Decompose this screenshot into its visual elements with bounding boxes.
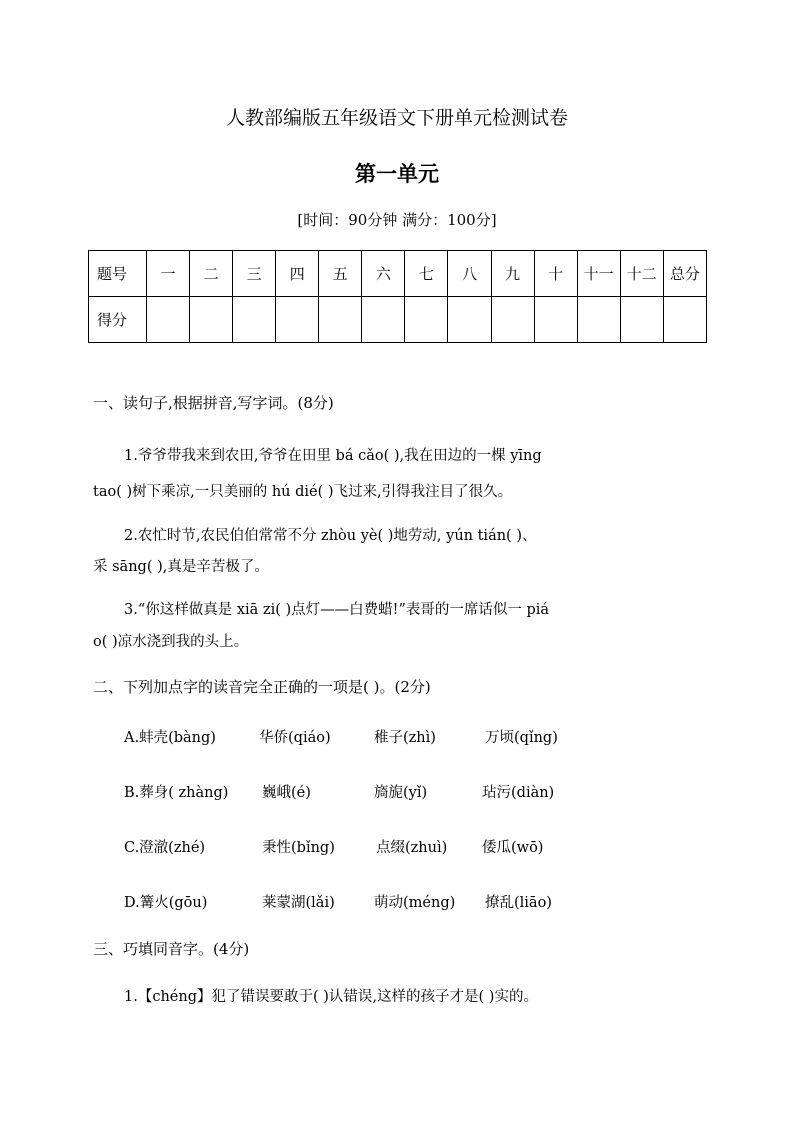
option-b-item: 玷污(diàn) bbox=[482, 785, 555, 801]
score-table-header-cell: 六 bbox=[362, 251, 405, 297]
score-input-cell[interactable] bbox=[190, 297, 233, 343]
option-d-item: 萌动(méng) bbox=[374, 895, 456, 911]
section3-item1: 1.【chéng】犯了错误要敢于( )认错误,这样的孩子才是( )实的。 bbox=[124, 989, 538, 1005]
score-input-cell[interactable] bbox=[620, 297, 663, 343]
score-table-header-cell: 七 bbox=[405, 251, 448, 297]
score-table-header-cell: 十一 bbox=[577, 251, 620, 297]
option-b-item: 旖旎(yǐ) bbox=[374, 785, 428, 801]
score-table-header-cell: 一 bbox=[147, 251, 190, 297]
option-c-item: 秉性(bǐng) bbox=[262, 840, 335, 856]
score-table-header-cell: 九 bbox=[491, 251, 534, 297]
option-d-item: 莱蒙湖(lǎi) bbox=[262, 895, 335, 911]
option-a-item: 万顷(qǐng) bbox=[485, 730, 558, 746]
score-table-header-cell: 三 bbox=[233, 251, 276, 297]
score-table-score-row bbox=[89, 297, 707, 343]
section1-item1-line2: tao( )树下乘凉,一只美丽的 hú dié( )飞过来,引得我注目了很久。 bbox=[93, 484, 513, 500]
score-input-cell[interactable] bbox=[362, 297, 405, 343]
score-table-header-cell: 十 bbox=[534, 251, 577, 297]
score-input-cell[interactable] bbox=[663, 297, 706, 343]
exam-title: 人教部编版五年级语文下册单元检测试卷 bbox=[225, 107, 568, 129]
score-input-cell[interactable] bbox=[577, 297, 620, 343]
score-row-label: 得分 bbox=[89, 297, 147, 343]
option-a-item: 华侨(qiáo) bbox=[259, 730, 331, 746]
section1-item2-line2: 采 sāng( ),真是辛苦极了。 bbox=[93, 559, 269, 575]
score-table-header-row bbox=[89, 251, 707, 297]
score-input-cell[interactable] bbox=[319, 297, 362, 343]
section1-item1-line1: 1.爷爷带我来到农田,爷爷在田里 bá cǎo( ),我在田边的一棵 yīng bbox=[124, 448, 542, 464]
score-table-header-cell: 二 bbox=[190, 251, 233, 297]
option-d-item: 撩乱(liāo) bbox=[485, 895, 552, 911]
section1-item3-line2: o( )凉水浇到我的头上。 bbox=[93, 634, 249, 650]
score-table-header-cell: 四 bbox=[276, 251, 319, 297]
score-table-header-cell: 题号 bbox=[89, 251, 147, 297]
option-d-item: D.篝火(gōu) bbox=[124, 895, 208, 911]
score-input-cell[interactable] bbox=[491, 297, 534, 343]
score-input-cell[interactable] bbox=[233, 297, 276, 343]
option-a-item: 稚子(zhì) bbox=[374, 730, 436, 746]
section1-heading: 一、读句子,根据拼音,写字词。(8分) bbox=[93, 394, 334, 412]
score-input-cell[interactable] bbox=[405, 297, 448, 343]
option-b-item: B.葬身( zhàng) bbox=[124, 785, 229, 801]
section3-heading: 三、巧填同音字。(4分) bbox=[93, 940, 250, 958]
score-table-header-cell: 五 bbox=[319, 251, 362, 297]
option-a-item: A.蚌壳(bàng) bbox=[124, 730, 216, 746]
score-table bbox=[88, 250, 707, 343]
option-c-item: C.澄澈(zhé) bbox=[124, 840, 206, 856]
section2-heading: 二、下列加点字的读音完全正确的一项是( )。(2分) bbox=[93, 678, 431, 696]
option-b-item: 巍峨(é) bbox=[262, 785, 311, 801]
section1-item2-line1: 2.农忙时节,农民伯伯常常不分 zhòu yè( )地劳动, yún tián( )、 bbox=[124, 528, 537, 544]
score-input-cell[interactable] bbox=[276, 297, 319, 343]
option-c-item: 点缀(zhuì) bbox=[376, 840, 448, 856]
unit-subtitle: 第一单元 bbox=[355, 161, 439, 186]
score-table-header-cell: 八 bbox=[448, 251, 491, 297]
score-table-header-cell: 十二 bbox=[620, 251, 663, 297]
score-input-cell[interactable] bbox=[147, 297, 190, 343]
score-table-header-cell: 总分 bbox=[663, 251, 706, 297]
score-input-cell[interactable] bbox=[448, 297, 491, 343]
section1-item3-line1: 3.“你这样做真是 xiā zi( )点灯——白费蜡!”表哥的一席话似一 piá bbox=[124, 602, 550, 618]
exam-time-score-info: [时间：90分钟 满分：100分] bbox=[297, 211, 497, 229]
option-c-item: 倭瓜(wō) bbox=[482, 840, 544, 856]
score-input-cell[interactable] bbox=[534, 297, 577, 343]
